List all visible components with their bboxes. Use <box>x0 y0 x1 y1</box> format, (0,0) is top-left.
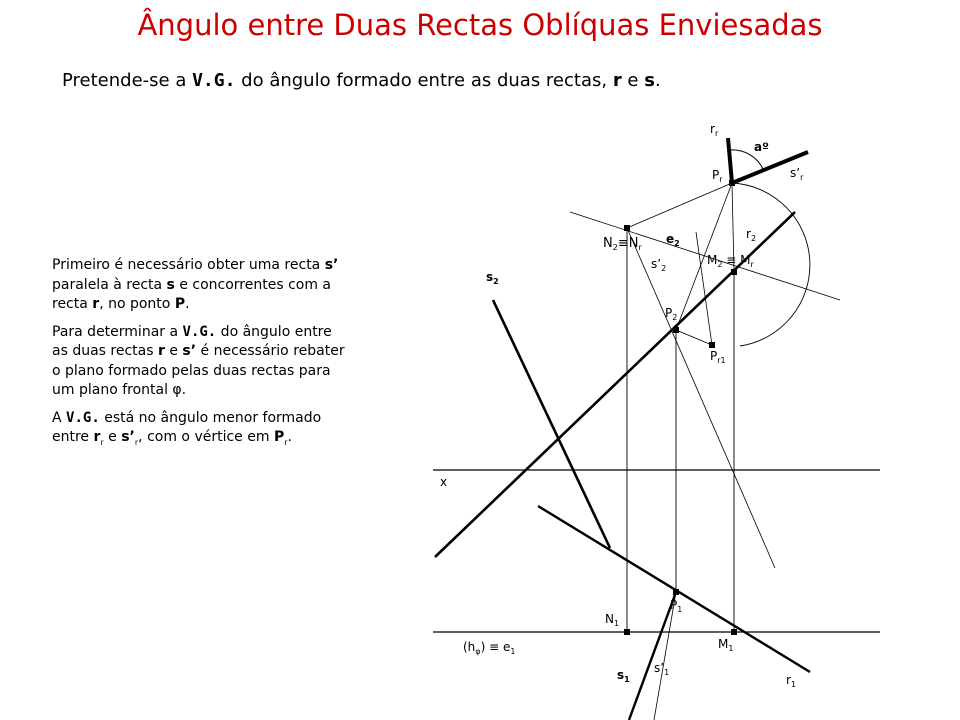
e2-a: e <box>666 232 675 246</box>
point-P1 <box>673 589 679 595</box>
subtitle-r: r <box>612 70 622 91</box>
p3-vg: V.G. <box>66 409 100 426</box>
p2-a: Para determinar a <box>52 323 183 340</box>
point-Pr <box>729 180 735 186</box>
subtitle-pre: Pretende-se a <box>62 70 193 91</box>
p1-d: , no ponto <box>99 296 175 312</box>
N2-Nr-label <box>603 236 642 252</box>
Pr1-a: P <box>710 349 718 363</box>
P2-label <box>665 306 677 322</box>
subtitle-and: e <box>621 70 645 91</box>
p3-Pr-sub: r <box>284 437 288 447</box>
p1-s-prime: s’ <box>324 257 339 273</box>
h-phi-sub: φ <box>475 647 481 656</box>
s-prime-1-a: s’ <box>654 661 665 675</box>
r1-a: r <box>786 673 791 687</box>
p3-c: e <box>103 429 122 445</box>
P1-a: P <box>670 598 678 612</box>
point-N1 <box>624 629 630 635</box>
h-phi-label <box>463 640 515 656</box>
Pr1-line <box>696 232 712 345</box>
p1-c: e concorrentes com a recta <box>52 276 332 312</box>
angle-label: aº <box>754 140 769 154</box>
p3-d: , com o vértice em <box>138 429 274 445</box>
subtitle-vg: V.G. <box>192 70 236 91</box>
s2-label <box>486 270 499 286</box>
M2-Mr-label <box>707 253 755 269</box>
N2Nr-a: N <box>603 236 613 251</box>
r-r-sub: r <box>714 129 719 138</box>
x-axis-label: x <box>440 475 448 489</box>
N1-label <box>605 612 619 628</box>
subtitle-end: . <box>654 70 661 91</box>
p3-a: A <box>52 409 67 426</box>
p3-sr: s’ <box>121 429 135 445</box>
P2-sub: 2 <box>672 313 678 322</box>
N2Nr-sub1: 2 <box>612 243 618 252</box>
p3-sr-sub: r <box>134 437 139 447</box>
h-phi-a: (h <box>463 640 476 654</box>
page-title: Ângulo entre Duas Rectas Oblíquas Enviesadas <box>137 8 823 42</box>
p3-rr-sub: r <box>100 437 104 447</box>
Pr-to-Pr1-line <box>676 330 712 345</box>
h-phi-rest-sub: 1 <box>510 647 516 656</box>
s-prime-2-a: s’ <box>651 257 662 271</box>
e2-sub: 2 <box>674 239 680 248</box>
point-Pr1 <box>709 342 715 348</box>
s-prime-2-label <box>651 257 666 273</box>
subtitle-mid: do ângulo formado entre as duas rectas, <box>235 70 613 91</box>
p2-d: é necessário rebater o plano formado pelas duas rectas para um plano frontal φ. <box>52 343 345 398</box>
p3-rr: r <box>93 429 101 445</box>
s1-line <box>629 592 676 720</box>
M2Mr-sub2: r <box>750 260 754 269</box>
s-prime-r-a: s’ <box>790 166 801 180</box>
s2-a: s <box>486 270 494 284</box>
s-prime-1-label <box>654 661 669 677</box>
s-prime-r-sub: r <box>800 173 804 182</box>
s2-sub: 2 <box>493 277 499 286</box>
p1-P: P <box>174 296 186 312</box>
p3-b: está no ângulo menor formado entre <box>52 409 322 445</box>
p3-Pr: P <box>273 429 285 445</box>
r-r-label <box>710 122 719 138</box>
point-P2 <box>673 327 679 333</box>
r1-sub: 1 <box>790 680 797 689</box>
r2-a: r <box>746 227 751 241</box>
p1-s: s <box>166 276 175 293</box>
e2-label <box>666 232 680 248</box>
P1-label <box>670 598 682 614</box>
M2Mr-sub1: 2 <box>717 260 723 269</box>
Pr1-label <box>710 349 726 365</box>
p1-b: paralela à recta <box>52 276 167 293</box>
p2-s-prime: s’ <box>182 343 197 359</box>
P2-a: P <box>665 306 673 320</box>
h-phi-rest: ) ≡ e <box>480 640 511 654</box>
s-prime-1-sub: 1 <box>664 668 670 677</box>
P-r-label <box>712 168 723 184</box>
p3-e: . <box>287 429 292 445</box>
N1-a: N <box>605 612 614 626</box>
p1-r: r <box>92 296 100 312</box>
M2Mr-a: M <box>707 253 718 267</box>
s-prime-2-sub: 2 <box>661 264 667 273</box>
p1-a: Primeiro é necessário obter uma recta <box>52 257 325 273</box>
s1-label <box>617 668 630 684</box>
s1-sub: 1 <box>624 675 630 684</box>
r-r-line <box>728 138 732 183</box>
P1-sub: 1 <box>677 605 683 614</box>
s2-line <box>493 300 610 548</box>
p2-b: do ângulo entre as duas rectas <box>52 323 332 359</box>
r2-label <box>746 227 756 243</box>
s-prime-r-label <box>790 166 804 182</box>
N2Nr-sub2: r <box>638 243 642 252</box>
P-r-sub: r <box>719 175 723 184</box>
p2-r: r <box>157 343 165 359</box>
r-r-a: r <box>710 122 715 136</box>
s1-a: s <box>617 668 625 682</box>
s-prime-2-line <box>627 228 775 568</box>
point-M1 <box>731 629 737 635</box>
M1-sub: 1 <box>728 644 734 653</box>
subtitle-s: s <box>644 70 655 91</box>
Pr1-sub: r1 <box>717 356 726 365</box>
p2-c: e <box>164 343 183 359</box>
M2Mr-mid: ≡ M <box>722 253 751 267</box>
Pr-to-Nr-line <box>627 183 732 228</box>
point-M2 <box>731 269 737 275</box>
r1-label <box>786 673 796 689</box>
M1-a: M <box>718 637 729 651</box>
r2-sub: 2 <box>750 234 757 243</box>
p2-vg: V.G. <box>182 323 217 340</box>
point-N2 <box>624 225 630 231</box>
N1-sub: 1 <box>613 619 620 628</box>
P-r-a: P <box>712 168 720 182</box>
M1-label <box>718 637 733 653</box>
p1-e: . <box>185 296 190 312</box>
N2Nr-mid: ≡N <box>617 236 639 251</box>
